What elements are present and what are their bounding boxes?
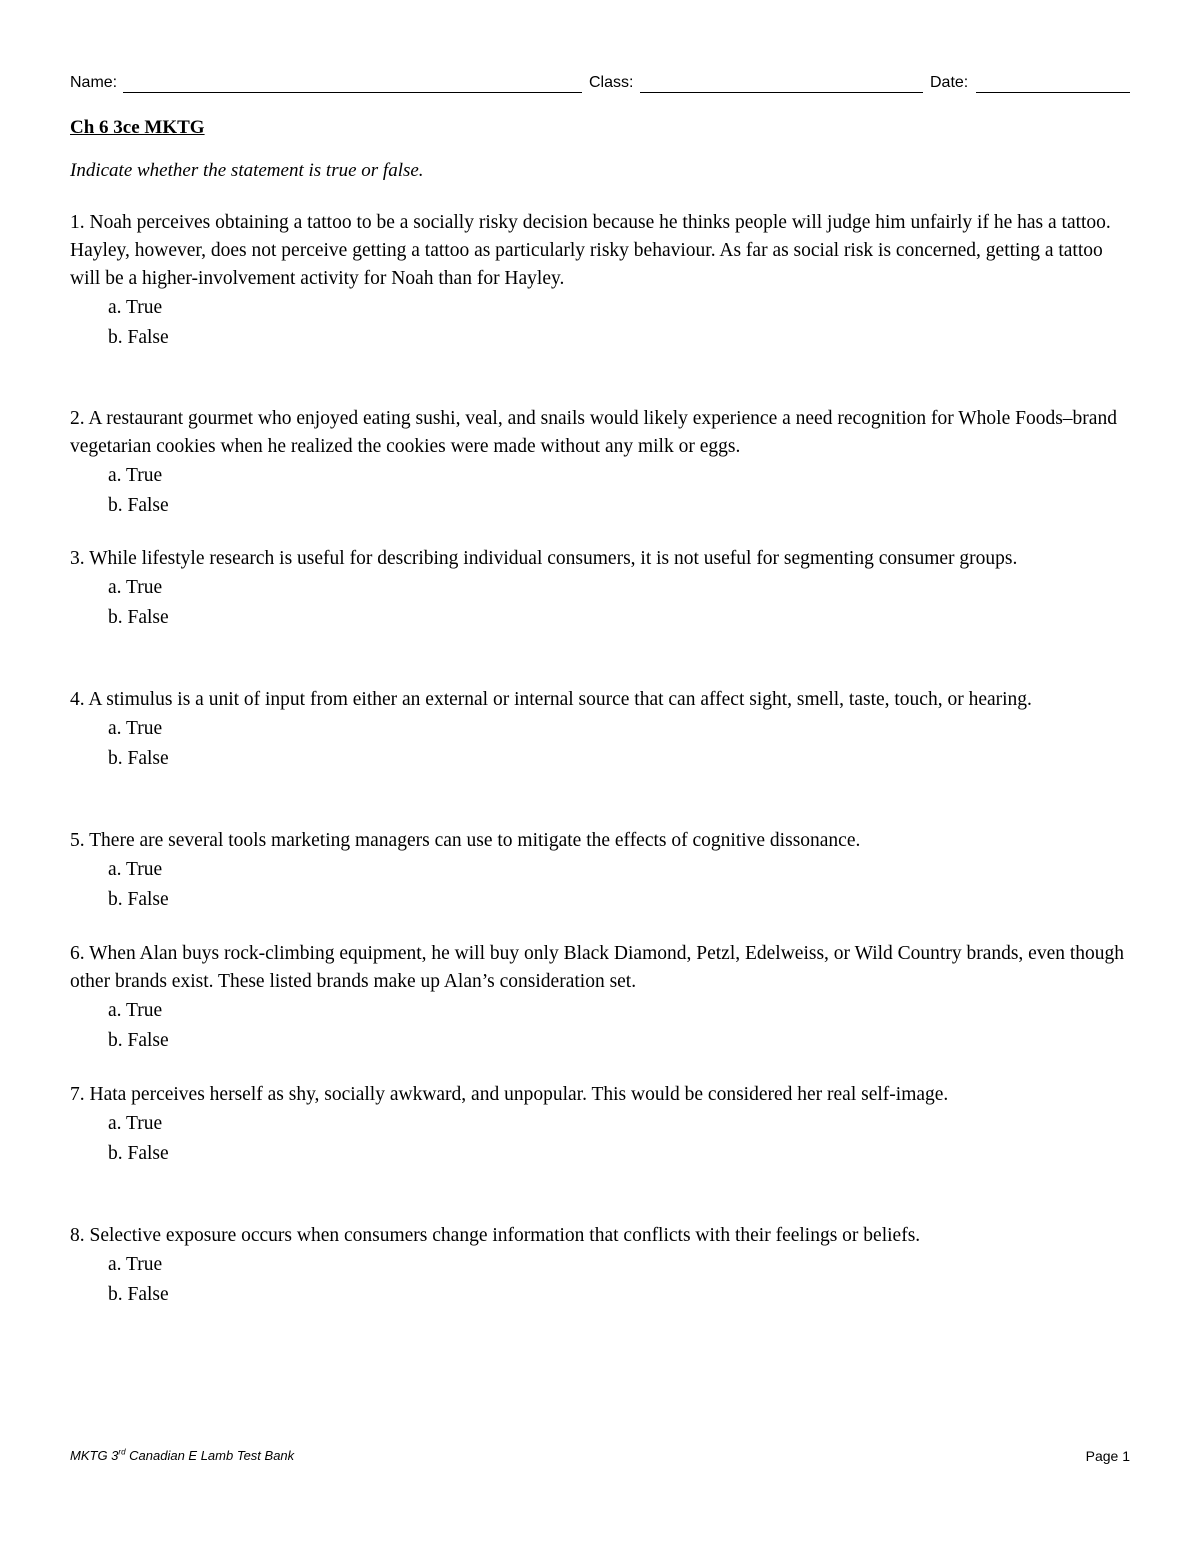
choice-false: b. False [108,1143,169,1164]
footer-book-title [70,1447,294,1465]
choice-true: a. True [108,297,163,318]
question-text: 4. A stimulus is a unit of input from either an external or internal source that can affect sight, smell, taste, touch, or hearing. [70,689,1032,710]
footer-title-prefix: MKTG 3 [70,1448,119,1463]
choice-true: a. True [108,1113,163,1134]
choice-false: b. False [108,1030,169,1051]
name-label: Name: [70,74,118,91]
date-blank-line [976,92,1130,93]
question-5 [70,827,1135,915]
choice-true: a. True [108,1254,163,1275]
question-text: 8. Selective exposure occurs when consumers change information that conflicts with their feelings or beliefs. [70,1225,921,1246]
choice-false: b. False [108,495,169,516]
date-label: Date: [930,74,969,91]
footer-title-suffix: Canadian E Lamb Test Bank [125,1448,295,1463]
document-title: Ch 6 3ce MKTG [70,117,205,138]
question-text: 2. A restaurant gourmet who enjoyed eating sushi, veal, and snails would likely experience a need recognition for Whole Foods–brand vegetarian cookies when he realized the cookies were made without any milk or eggs. [70,408,1117,457]
footer-title-superscript: rd [118,1447,126,1457]
choice-false: b. False [108,607,169,628]
question-8 [70,1222,1135,1310]
question-text: 1. Noah perceives obtaining a tattoo to be a socially risky decision because he thinks people will judge him unfairly if he has a tattoo. Hayley, however, does not perceive getting a tattoo as particularly risky behaviour. As far as social risk is concerned, getting a tattoo will be a higher-involvement activity for Noah than for Hayley. [70,212,1111,289]
choice-true: a. True [108,465,163,486]
choice-true: a. True [108,718,163,739]
class-label: Class: [589,74,634,91]
question-4 [70,686,1135,774]
question-text: 3. While lifestyle research is useful for describing individual consumers, it is not useful for segmenting consumer groups. [70,548,1018,569]
instructions: Indicate whether the statement is true or false. [70,160,424,181]
question-2 [70,405,1135,521]
question-3 [70,545,1135,633]
choice-true: a. True [108,1000,163,1021]
name-blank-line [123,92,582,93]
question-text: 5. There are several tools marketing managers can use to mitigate the effects of cognitive dissonance. [70,830,861,851]
choice-false: b. False [108,748,169,769]
choice-true: a. True [108,859,163,880]
question-6 [70,940,1135,1056]
choice-false: b. False [108,1284,169,1305]
choice-true: a. True [108,577,163,598]
student-info-header [70,72,1130,96]
question-text: 7. Hata perceives herself as shy, socially awkward, and unpopular. This would be considered her real self-image. [70,1084,949,1105]
choice-false: b. False [108,327,169,348]
class-blank-line [640,92,923,93]
question-text: 6. When Alan buys rock-climbing equipment, he will buy only Black Diamond, Petzl, Edelweiss, or Wild Country brands, even though other brands exist. These listed brands make up Alan’s consideration set. [70,943,1125,992]
choice-false: b. False [108,889,169,910]
question-7 [70,1081,1135,1169]
page-number: Page 1 [1085,1448,1130,1464]
question-1 [70,209,1135,353]
